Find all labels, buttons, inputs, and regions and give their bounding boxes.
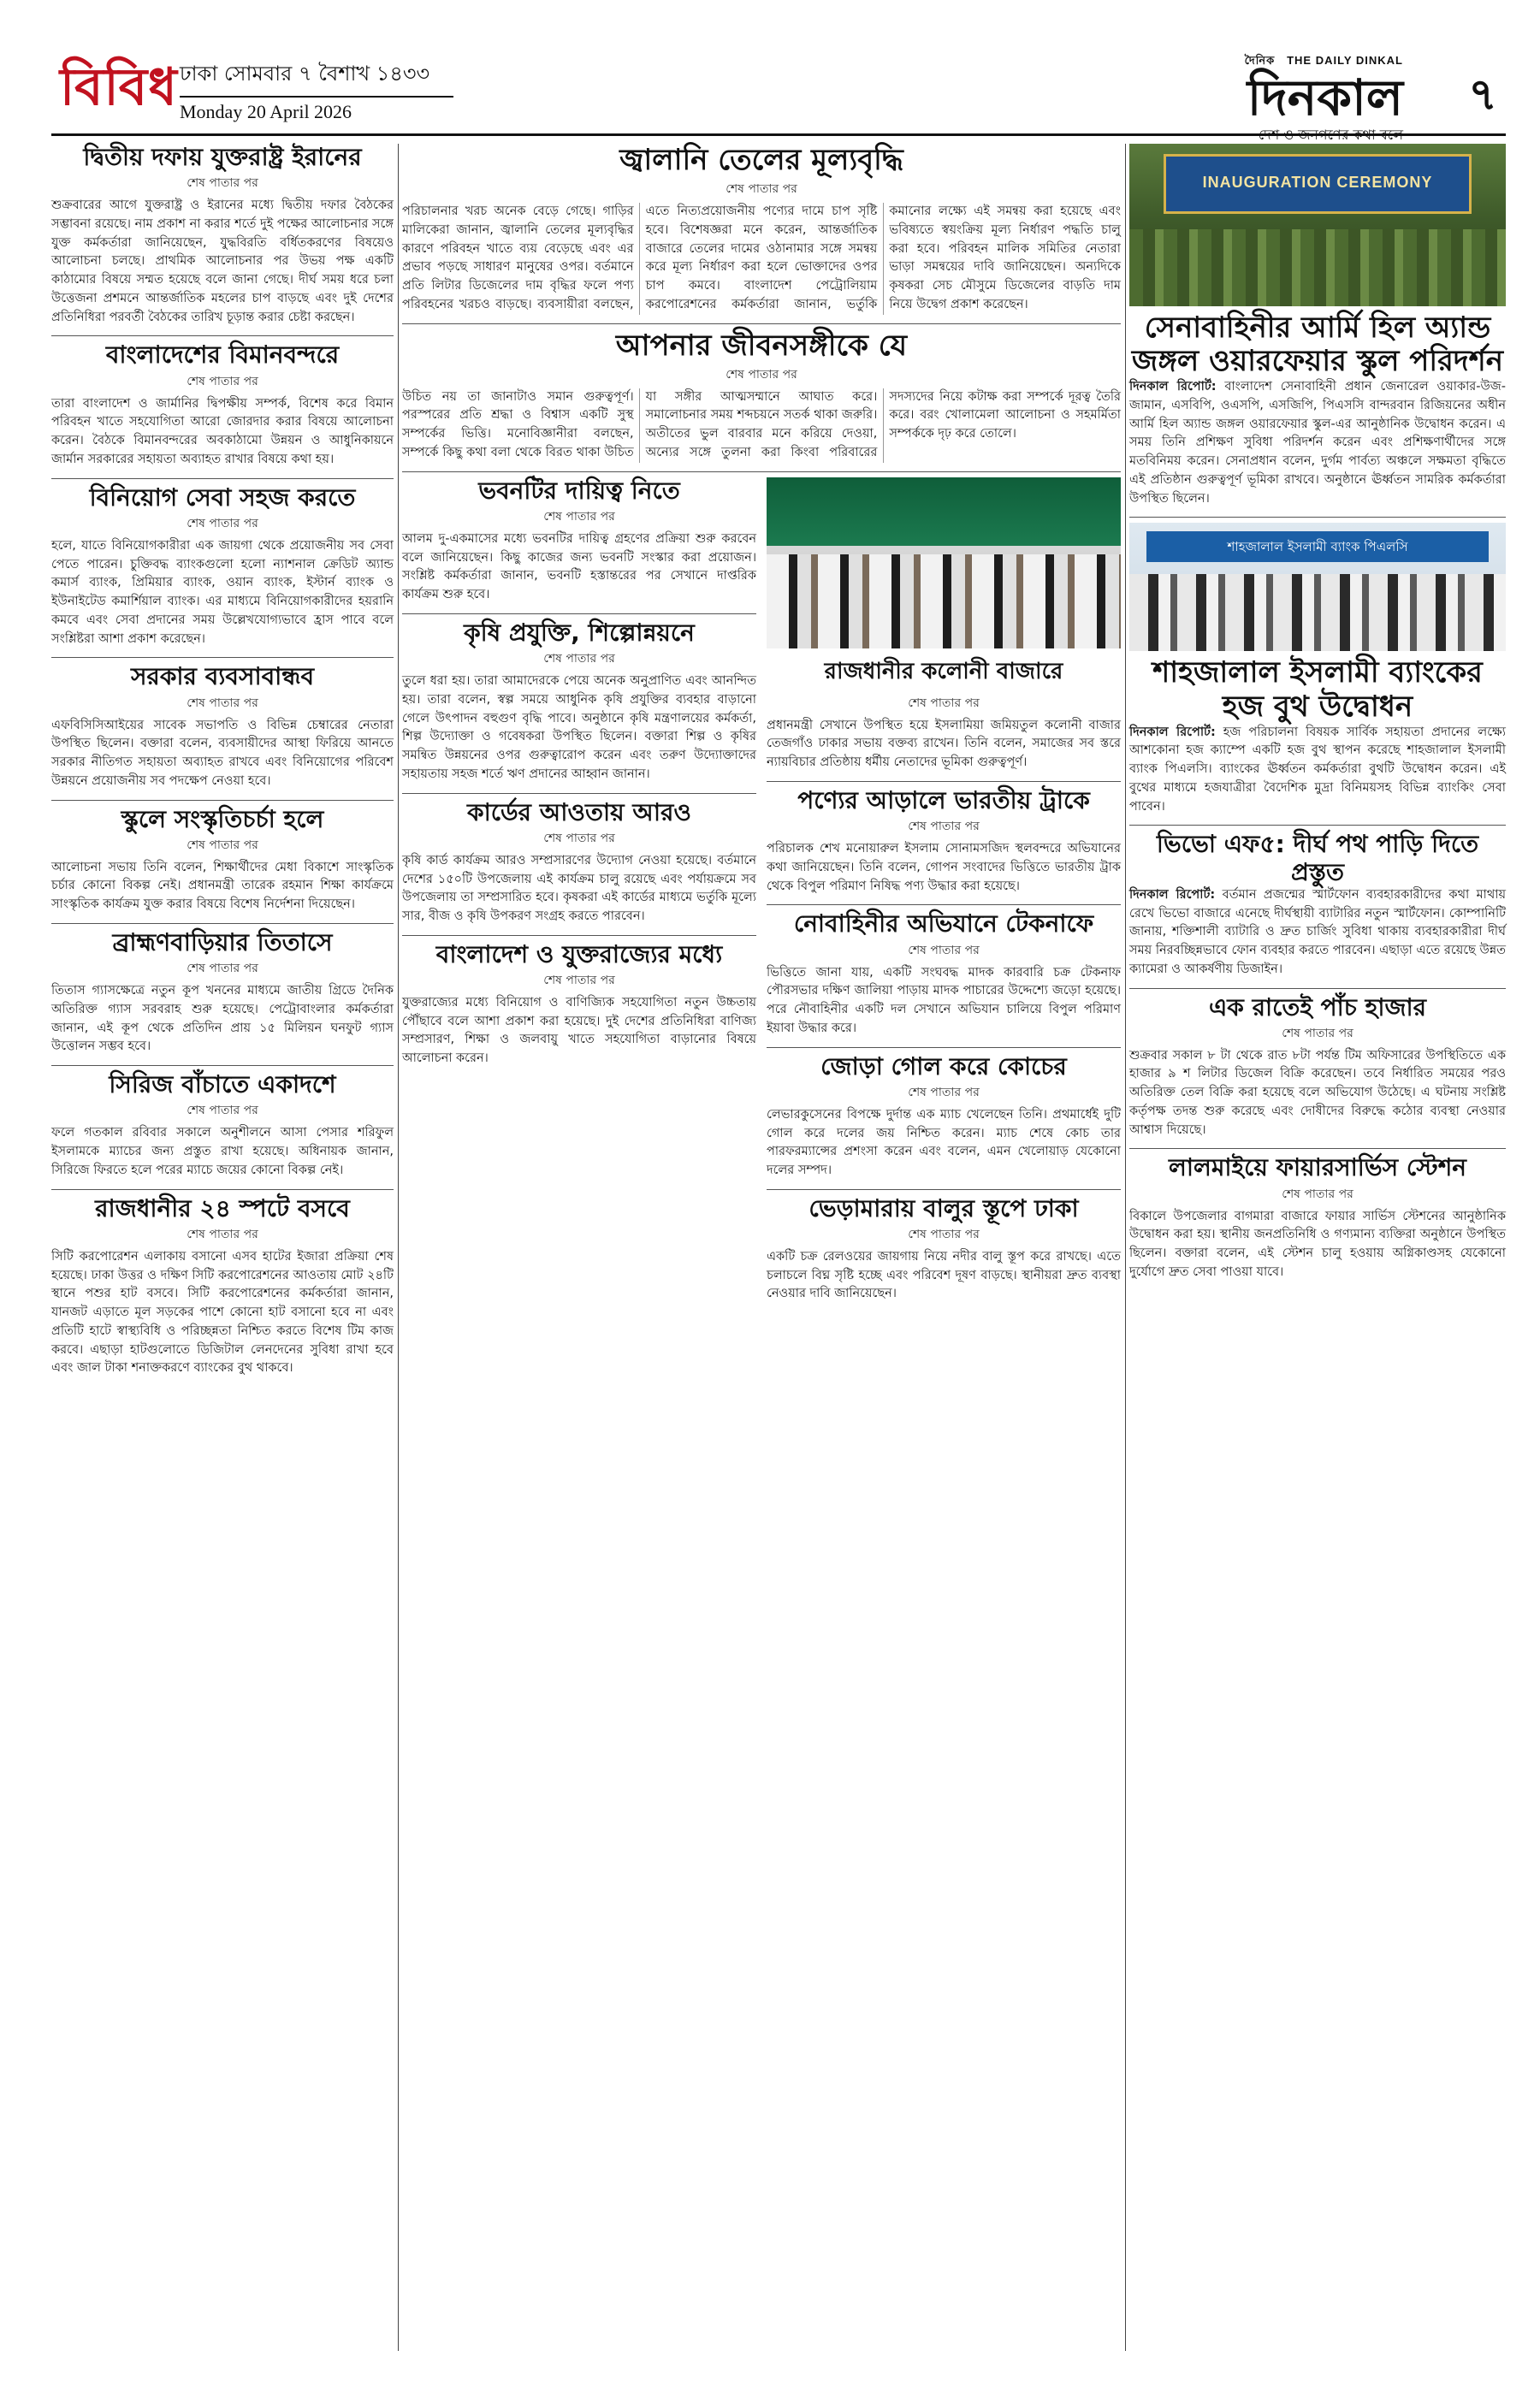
divider (1129, 517, 1506, 518)
story-brace-goal (767, 1053, 1121, 1181)
jump-label: শেষ পাতার পর (543, 652, 615, 666)
story-body: যুক্তরাজ্যের মধ্যে বিনিয়োগ ও বাণিজ্যিক সহযোগিতা নতুন উচ্চতায় পৌঁছাবে বলে আশা প্রকাশ করা হয়েছে। দুই দেশের প্রতিনিধিরা বাণিজ্য সম্প্রসারণ, শিক্ষা ও জলবায়ু খাতে সহযোগিতা বাড়ানোর বিষয়ে আলোচনা করেন। (402, 995, 756, 1066)
story-cattle-markets (51, 1195, 394, 1378)
column-divider (1125, 144, 1126, 2351)
jump-label: শেষ পাতার পর (187, 374, 258, 388)
headline: সিরিজ বাঁচাতে একাদশে (109, 1070, 336, 1099)
story-fuel-price (402, 144, 1121, 315)
jump-label: শেষ পাতার পর (726, 182, 797, 197)
story-building (402, 477, 756, 605)
story-body: ফলে গতকাল রবিবার সকালে অনুশীলনে আসা পেসার শরিফুল ইসলামকে ম্যাচের জন্য প্রস্তুত রাখা হয়েছে। অধিনায়ক জানান, সিরিজে ফিরতে হলে পরের ম্যাচে জয়ের কোনো বিকল্প নেই। (51, 1126, 394, 1177)
section-name: বিবিধ (60, 57, 178, 117)
story-body: হলে, যাতে বিনিয়োগকারীরা এক জায়গা থেকে প্রয়োজনীয় সব সেবা পেতে পারেন। চুক্তিবদ্ধ ব্যাংকগুলো হলো ন্যাশনাল ক্রেডিট অ্যান্ড কমার্স ব্যাংক, প্রিমিয়ার ব্যাংক, ওয়ান ব্যাংক, ইস্টার্ন ব্যাংক ও ইউনাইটেড কমার্শিয়াল ব্যাংক। এর মাধ্যমে বিনিয়োগকারীদের হয়রানি কমবে এবং সেবা প্রদানের সময় উল্লেখযোগ্যভাবে হ্রাস পাবে বলে সংশ্লিষ্টরা আশা প্রকাশ করেছেন। (51, 538, 394, 646)
divider (51, 1189, 394, 1190)
byline: দিনকাল রিপোর্ট: (1129, 887, 1216, 902)
divider (51, 1065, 394, 1066)
story-fire-station (1129, 1154, 1506, 1282)
story-bd-uk (402, 941, 756, 1069)
headline: নোবাহিনীর অভিযানে টেকনাফে (793, 909, 1094, 938)
headline: জ্বালানি তেলের মূল্যবৃদ্ধি (619, 143, 903, 177)
divider (1129, 1148, 1506, 1149)
story-indian-truck (767, 787, 1121, 896)
headline: পণ্যের আড়ালে ভারতীয় ট্রাকে (797, 785, 1090, 814)
jump-label: শেষ পাতার পর (1282, 1187, 1353, 1201)
paper-logo-word: দিনকাল (1247, 68, 1403, 127)
divider (51, 657, 394, 658)
story-five-thousand (1129, 994, 1506, 1140)
story-investment (51, 484, 394, 649)
army-ceremony-photo (1129, 144, 1506, 306)
divider (402, 793, 756, 794)
masthead-rule (51, 133, 1506, 136)
headline: রাজধানীর ২৪ স্পটে বসবে (95, 1193, 350, 1223)
headline: স্কুলে সংস্কৃতিচর্চা হলে (121, 804, 324, 833)
divider (1129, 825, 1506, 826)
column-left (51, 144, 394, 1387)
center-left-stack (402, 477, 756, 1313)
story-body: শুক্রবারের আগে যুক্তরাষ্ট্র ও ইরানের মধ্যে দ্বিতীয় দফার বৈঠকের সম্ভাবনা রয়েছে। নাম প্রকাশ না করার শর্তে দুই পক্ষের আলোচনার সঙ্গে যুক্ত কর্মকর্তারা জানিয়েছেন, যুদ্ধবিরতি বর্ধিতকরণের বিষয়েও আলোচনা চলছে। প্রাথমিক আলোচনার পর উভয় পক্ষ একটি কাঠামোর বিষয়ে সম্মত হয়েছে বলে জানা গেছে। দীর্ঘ সময় ধরে চলা উত্তেজনা প্রশমনে আন্তর্জাতিক মহলের চাপ বাড়ছে এবং দুই দেশের প্রতিনিধিরা পরবর্তী বৈঠকের তারিখ চূড়ান্ত করার চেষ্টা করছেন। (51, 198, 394, 324)
divider (402, 935, 756, 936)
story-body: প্রধানমন্ত্রী সেখানে উপস্থিত হয়ে ইসলামিয়া জমিয়তুল কলোনী বাজার তেজগাঁও ঢাকার সভায় বক্তব্য রাখেন। তিনি বলেন, সমাজের সব স্তরে ন্যায়বিচার প্রতিষ্ঠায় ধর্মীয় নেতাদের ভূমিকা গুরুত্বপূর্ণ। (767, 718, 1121, 770)
byline: দিনকাল রিপোর্ট: (1129, 380, 1217, 394)
headline: দ্বিতীয় দফায় যুক্তরাষ্ট্র ইরানের (83, 143, 362, 171)
jump-label: শেষ পাতার পর (908, 1227, 980, 1241)
divider (767, 1047, 1121, 1048)
center-split-row (402, 477, 1121, 1313)
story-body: বিকালে উপজেলার বাগমারা বাজারে ফায়ার সার্ভিস স্টেশনের আনুষ্ঠানিক উদ্বোধন করা হয়। স্থানীয় জনপ্রতিনিধি ও গণ্যমান্য ব্যক্তিরা অনুষ্ঠানে উপস্থিত ছিলেন। বক্তারা বলেন, এই স্টেশন চালু হওয়ায় অগ্নিকাণ্ডসহ যেকোনো দুর্যোগে দ্রুত সেবা পাওয়া যাবে। (1129, 1209, 1506, 1279)
body-copy: হজ পরিচালনা বিষয়ক সার্বিক সহায়তা প্রদানের লক্ষ্যে আশকোনা হজ ক্যাম্পে একটি হজ বুথ স্থাপন করেছে শাহজালাল ইসলামী ব্যাংক পিএলসি। ব্যাংকের ঊর্ধ্বতন কর্মকর্তারা বুথটি উদ্বোধন করেন। এই বুথের মাধ্যমে হজযাত্রীরা বৈদেশিক মুদ্রা বিনিময়সহ বিভিন্ন ব্যাংকিং সেবা পাবেন। (1129, 725, 1507, 814)
ceremony-banner: INAUGURATION CEREMONY (1164, 154, 1472, 214)
divider (51, 923, 394, 924)
story-agri-tech (402, 619, 756, 785)
divider (51, 800, 394, 801)
story-airport (51, 341, 394, 469)
column-right (1129, 144, 1506, 1291)
story-body: এফবিসিসিআইয়ের সাবেক সভাপতি ও বিভিন্ন চেম্বারের নেতারা উপস্থিত ছিলেন। বক্তারা বলেন, ব্যবসায়ীদের আস্থা ফিরিয়ে আনতে সরকার নীতিগত সহায়তা অব্যাহত রাখবে এবং বিনিয়োগের পরিবেশ উন্নয়নে প্রয়োজনীয় সব পদক্ষেপ নেওয়া হবে। (51, 718, 394, 788)
story-body: কৃষি কার্ড কার্যক্রম আরও সম্প্রসারণের উদ্যোগ নেওয়া হয়েছে। বর্তমানে দেশের ১৫০টি উপজেলায় এই কার্যক্রম চালু রয়েছে এবং পর্যায়ক্রমে সব উপজেলায় তা সম্প্রসারিত হবে। কৃষকরা এই কার্ডের মাধ্যমে ভর্তুকি মূল্যে সার, বীজ ও কৃষি উপকরণ সংগ্রহ করতে পারবেন। (402, 853, 756, 923)
story-body: পরিচালক শেখ মনোয়ারুল ইসলাম সোনামসজিদ স্থলবন্দরে অভিযানের কথা জানিয়েছেন। তিনি বলেন, গোপন সংবাদের ভিত্তিতে ভারতীয় ট্রাক থেকে বিপুল পরিমাণ নিষিদ্ধ পণ্য উদ্ধার করা হয়েছে। (767, 842, 1121, 893)
body-copy: বর্তমান প্রজন্মের স্মার্টফোন ব্যবহারকারীদের কথা মাথায় রেখে ভিভো বাজারে এনেছে দীর্ঘস্থায়ী ব্যাটারির নতুন স্মার্টফোন। কোম্পানিটি জানায়, শক্তিশালী ব্যাটারি ও দ্রুত চার্জিং সুবিধা থাকায় ব্যবহারকারীরা দীর্ঘ সময় নিরবচ্ছিন্নভাবে ফোন ব্যবহার করতে পারবেন। এছাড়া এতে রয়েছে উন্নত ক্যামেরা ও আকর্ষণীয় ডিজাইন। (1129, 887, 1506, 976)
headline: ভিভো এফ৫: দীর্ঘ পথ পাড়ি দিতে প্রস্তুত (1156, 830, 1479, 886)
headline: ভবনটির দায়িত্ব নিতে (478, 476, 680, 505)
jump-label: শেষ পাতার পর (187, 838, 258, 852)
headline: ব্রাহ্মণবাড়িয়ার তিতাসে (112, 927, 333, 956)
divider (51, 335, 394, 336)
byline: দিনকাল রিপোর্ট: (1129, 725, 1216, 739)
story-business-friendly (51, 663, 394, 790)
jump-label: শেষ পাতার পর (187, 176, 258, 191)
bank-event-photo (1129, 523, 1506, 651)
headline: রাজধানীর কলোনী বাজারে (824, 658, 1063, 684)
story-body: উচিত নয় তা জানাটাও সমান গুরুত্বপূর্ণ। পরস্পরের প্রতি শ্রদ্ধা ও বিশ্বাস একটি সুস্থ সম্পর্কের ভিত্তি। মনোবিজ্ঞানীরা বলছেন, সম্পর্কে কিছু কথা বলা থেকে বিরত থাকা উচিত যা সঙ্গীর আত্মসম্মানে আঘাত করে। সমালোচনার সময় শব্দচয়নে সতর্ক থাকা জরুরি। অতীতের ভুল বারবার মনে করিয়ে দেওয়া, অন্যের সঙ্গে তুলনা করা কিংবা পরিবারের সদস্যদের নিয়ে কটাক্ষ করা সম্পর্কে দূরত্ব তৈরি করে। বরং খোলামেলা আলোচনা ও সহমর্মিতা সম্পর্ককে দৃঢ় করে তোলে। (402, 389, 1121, 459)
headline: জোড়া গোল করে কোচের (820, 1051, 1067, 1081)
story-teknaf (767, 910, 1121, 1038)
army-crowd (1129, 229, 1506, 306)
headline: বাংলাদেশের বিমানবন্দরে (105, 340, 340, 370)
jump-label: শেষ পাতার পর (1282, 1026, 1353, 1040)
divider (767, 1189, 1121, 1190)
divider (767, 904, 1121, 905)
column-center (402, 144, 1121, 1312)
story-body: তিতাস গ্যাসক্ষেত্রে নতুন কূপ খননের মাধ্যমে জাতীয় গ্রিডে দৈনিক অতিরিক্ত গ্যাস সরবরাহ শুরু হয়েছে। পেট্রোবাংলার কর্মকর্তারা জানান, এই কূপ থেকে প্রতিদিন প্রায় ১৫ মিলিয়ন ঘনফুট গ্যাস উত্তোলন সম্ভব হবে। (51, 984, 394, 1054)
jump-label: শেষ পাতার পর (187, 516, 258, 530)
headline: কার্ডের আওতায় আরও (466, 797, 692, 826)
masthead (51, 53, 1506, 132)
story-body: সিটি করপোরেশন এলাকায় বসানো এসব হাটের ইজারা প্রক্রিয়া শেষ হয়েছে। ঢাকা উত্তর ও দক্ষিণ সিটি করপোরেশনের আওতায় মোট ২৪টি স্থানে পশুর হাট বসবে। সিটি করপোরেশনের কর্মকর্তারা জানান, যানজট এড়াতে মূল সড়কের পাশে কোনো হাট বসানো হবে না এবং প্রতিটি হাটে স্বাস্থ্যবিধি ও পরিচ্ছন্নতা নিশ্চিত করতে বিশেষ টিম কাজ করবে। এছাড়া হাটগুলোতে ডিজিটাল লেনদেনের সুবিধা রাখা হবে এবং জাল টাকা শনাক্তকরণে ব্যাংকের বুথ থাকবে। (51, 1249, 394, 1376)
divider (51, 478, 394, 479)
jump-label: শেষ পাতার পর (908, 696, 980, 710)
story-school-culture (51, 806, 394, 915)
story-body: পরিচালনার খরচ অনেক বেড়ে গেছে। গাড়ির মালিকেরা জানান, জ্বালানি তেলের মূল্যবৃদ্ধির কারণে পরিবহন খাতে ব্যয় বেড়েছে এবং এর প্রভাব পড়ছে সাধারণ মানুষের ওপর। বর্তমানে প্রতি লিটার ডিজেলের দাম বৃদ্ধির ফলে পণ্য পরিবহনের খরচও বাড়ছে। ব্যবসায়ীরা বলছেন, এতে নিত্যপ্রয়োজনীয় পণ্যের দামে চাপ সৃষ্টি হবে। বিশেষজ্ঞরা মনে করেন, আন্তর্জাতিক বাজারে তেলের দামের ওঠানামার সঙ্গে সমন্বয় করে মূল্য নির্ধারণ করা হলে ভোক্তাদের ওপর চাপ কমবে। বাংলাদেশ পেট্রোলিয়াম করপোরেশনের কর্মকর্তারা জানান, ভর্তুকি কমানোর লক্ষ্যে এই সমন্বয় করা হয়েছে এবং ভবিষ্যতে স্বয়ংক্রিয় মূল্য নির্ধারণ পদ্ধতি চালু করা হবে। পরিবহন মালিক সমিতির নেতারা ভাড়া সমন্বয়ের দাবি জানিয়েছেন। অন্যদিকে কৃষকরা সেচ মৌসুমে ডিজেলের বাড়তি দাম নিয়ে উদ্বেগ প্রকাশ করেছেন। (402, 204, 1121, 311)
story-us-iran (51, 144, 394, 327)
headline: সরকার ব্যবসাবান্ধব (130, 662, 315, 691)
story-army-school (1129, 311, 1506, 508)
jump-label: শেষ পাতার পর (908, 1085, 980, 1099)
story-body: শুক্রবার সকাল ৮ টা থেকে রাত ৮টা পর্যন্ত টিম অফিসারের উপস্থিতিতে এক হাজার ৯ শ লিটার ডিজেল বিক্রি করেছেন। তবে নির্ধারিত সময়ের পরও অতিরিক্ত তেল বিক্রি করা হয়েছে বলে অভিযোগ উঠেছে। এ ঘটনায় সংশ্লিষ্ট কর্তৃপক্ষ তদন্ত শুরু করেছে এবং দোষীদের বিরুদ্ধে কঠোর ব্যবস্থা নেওয়ার আশ্বাস দিয়েছে। (1129, 1048, 1506, 1137)
story-body: তারা বাংলাদেশ ও জার্মানির দ্বিপক্ষীয় সম্পর্ক, বিশেষ করে বিমান পরিবহন খাতে সহযোগিতা আরো জোরদার করার বিষয়ে আলোচনা করেন। বৈঠকে বিমানবন্দরের অবকাঠামো উন্নয়ন ও আধুনিকায়নে জার্মান সরকারের সহায়তা অব্যাহত রাখার বিষয়ে কথা হয়। (51, 396, 394, 466)
paper-small-label: দৈনিক (1244, 54, 1276, 67)
story-colony-bazar (767, 654, 1121, 773)
divider (402, 471, 1121, 472)
jump-label: শেষ পাতার পর (908, 820, 980, 834)
headline: এক রাতেই পাঁচ হাজার (1208, 992, 1427, 1021)
bank-people (1129, 574, 1506, 651)
headline: শাহজালাল ইসলামী ব্যাংকের হজ বুথ উদ্বোধন (1152, 655, 1483, 724)
jump-label: শেষ পাতার পর (908, 943, 980, 957)
jump-label: শেষ পাতার পর (187, 696, 258, 710)
headline: ভেড়ামারায় বালুর স্তূপে ঢাকা (808, 1193, 1079, 1223)
headline: লালমাইয়ে ফায়ারসার্ভিস স্টেশন (1169, 1153, 1466, 1182)
divider (1129, 988, 1506, 989)
jump-label: শেষ পাতার পর (543, 509, 615, 524)
jump-label: শেষ পাতার পর (187, 1104, 258, 1118)
story-farm-card (402, 799, 756, 927)
paper-english-name: THE DAILY DINKAL (1287, 54, 1403, 67)
story-hajj-booth (1129, 656, 1506, 816)
jump-label: শেষ পাতার পর (187, 962, 258, 976)
dateline-bengali: ঢাকা সোমবার ৭ বৈশাখ ১৪৩৩ (180, 58, 453, 98)
page-number: ৭ (1468, 69, 1497, 121)
story-cricket-series (51, 1071, 394, 1180)
story-titas (51, 929, 394, 1057)
bank-banner: শাহজালাল ইসলামী ব্যাংক পিএলসি (1146, 531, 1489, 562)
story-body (1129, 378, 1506, 508)
jump-label: শেষ পাতার পর (543, 973, 615, 987)
story-body: ভিত্তিতে জানা যায়, একটি সংঘবদ্ধ মাদক কারবারি চক্র টেকনাফ পৌরসভার দক্ষিণ জালিয়া পাড়ায় মাদক পাচারের উদ্দেশ্যে জড়ো হয়েছে। পরে নৌবাহিনীর একটি দল সেখানে অভিযান চালিয়ে বিপুল পরিমাণ ইয়াবা উদ্ধার করে। (767, 965, 1121, 1035)
dateline-english: Monday 20 April 2026 (180, 101, 352, 122)
story-vivo (1129, 831, 1506, 979)
jump-label: শেষ পাতার পর (543, 831, 615, 845)
rally-stage (767, 554, 1121, 648)
rally-photo (767, 477, 1121, 648)
story-body: তুলে ধরা হয়। তারা আমাদেরকে পেয়ে অনেক অনুপ্রাণিত এবং আনন্দিত হয়। তারা বলেন, স্বল্প সময়ে আধুনিক কৃষি প্রযুক্তির ব্যবহার বাড়ানো গেলে উৎপাদন বহুগুণ বৃদ্ধি পাবে। অনুষ্ঠানে কৃষি মন্ত্রণালয়ের কর্মকর্তা, শিল্প উদ্যোক্তা ও গবেষকরা উপস্থিত ছিলেন। বক্তারা শিল্প ও কৃষির সমন্বিত উন্নয়নের ওপর গুরুত্বারোপ করেন এবং তরুণ উদ্যোক্তাদের সহায়তায় সহজ শর্তে ঋণ প্রদানের আহ্বান জানান। (402, 674, 756, 781)
body-copy: বাংলাদেশ সেনাবাহিনী প্রধান জেনারেল ওয়াকার-উজ-জামান, এসবিপি, ওএসপি, এসজিপি, পিএসসি বান্দরবান রিজিয়নের অধীন আর্মি হিল অ্যান্ড জঙ্গল ওয়ারফেয়ার স্কুল-এর আনুষ্ঠানিক উদ্বোধন করেন। এ সময় তিনি প্রশিক্ষণ সুবিধা পরিদর্শন করেন এবং প্রশিক্ষণার্থীদের সঙ্গে মতবিনিময় করেন। সেনাপ্রধান বলেন, দুর্গম পার্বত্য অঞ্চলে সক্ষমতা বৃদ্ধিতে এই প্রতিষ্ঠান গুরুত্বপূর্ণ ভূমিকা রাখবে। অনুষ্ঠানে ঊর্ধ্বতন সামরিক কর্মকর্তারা উপস্থিত ছিলেন। (1129, 380, 1506, 506)
dateline (180, 58, 453, 123)
divider (402, 613, 756, 614)
story-body (1129, 724, 1506, 817)
story-body: আলোচনা সভায় তিনি বলেন, শিক্ষার্থীদের মেধা বিকাশে সাংস্কৃতিক চর্চার কোনো বিকল্প নেই। প্রধানমন্ত্রী তারেক রহমান শিক্ষা কার্যক্রমে সাংস্কৃতিক কার্যক্রম যুক্ত করার বিষয়ে বিশেষ নির্দেশনা দিয়েছেন। (51, 860, 394, 912)
story-body: লেভারকুসেনের বিপক্ষে দুর্দান্ত এক ম্যাচ খেলেছেন তিনি। প্রথমার্ধেই দুটি গোল করে দলের জয় নিশ্চিত করেন। ম্যাচ শেষে কোচ তার পারফরম্যান্সের প্রশংসা করেন এবং বলেন, এমন খেলোয়াড় যেকোনো দলের সম্পদ। (767, 1107, 1121, 1177)
story-body: একটি চক্র রেলওয়ের জায়গায় নিয়ে নদীর বালু স্তূপ করে রাখছে। এতে চলাচলে বিঘ্ন সৃষ্টি হচ্ছে এবং পরিবেশ দূষণ বাড়ছে। স্থানীয়রা দ্রুত ব্যবস্থা নেওয়ার দাবি জানিয়েছেন। (767, 1249, 1121, 1301)
divider (402, 323, 1121, 324)
headline: বাংলাদেশ ও যুক্তরাজ্যের মধ্যে (435, 939, 723, 968)
headline: কৃষি প্রযুক্তি, শিল্পোন্নয়নে (464, 618, 695, 647)
story-body (1129, 886, 1506, 980)
jump-label: শেষ পাতার পর (726, 367, 797, 382)
jump-label: শেষ পাতার পর (187, 1227, 258, 1241)
story-bheramara-sand (767, 1195, 1121, 1304)
story-life-partner (402, 329, 1121, 463)
divider (767, 781, 1121, 782)
headline: আপনার জীবনসঙ্গীকে যে (615, 328, 908, 363)
center-right-stack (767, 477, 1121, 1313)
story-body: আলম দু-একমাসের মধ্যে ভবনটির দায়িত্ব গ্রহণের প্রক্রিয়া শুরু করবেন বলে জানিয়েছেন। কিছু কাজের জন্য ভবনটি সংস্কার করা প্রয়োজন। সংশ্লিষ্ট কর্মকর্তারা জানান, ভবনটি হস্তান্তরের পর সেখানে দাপ্তরিক কার্যক্রম শুরু হবে। (402, 531, 756, 602)
headline: বিনিয়োগ সেবা সহজ করতে (89, 483, 356, 512)
column-divider (398, 144, 399, 2351)
headline: সেনাবাহিনীর আর্মি হিল অ্যান্ড জঙ্গল ওয়ারফেয়ার স্কুল পরিদর্শন (1131, 311, 1504, 379)
